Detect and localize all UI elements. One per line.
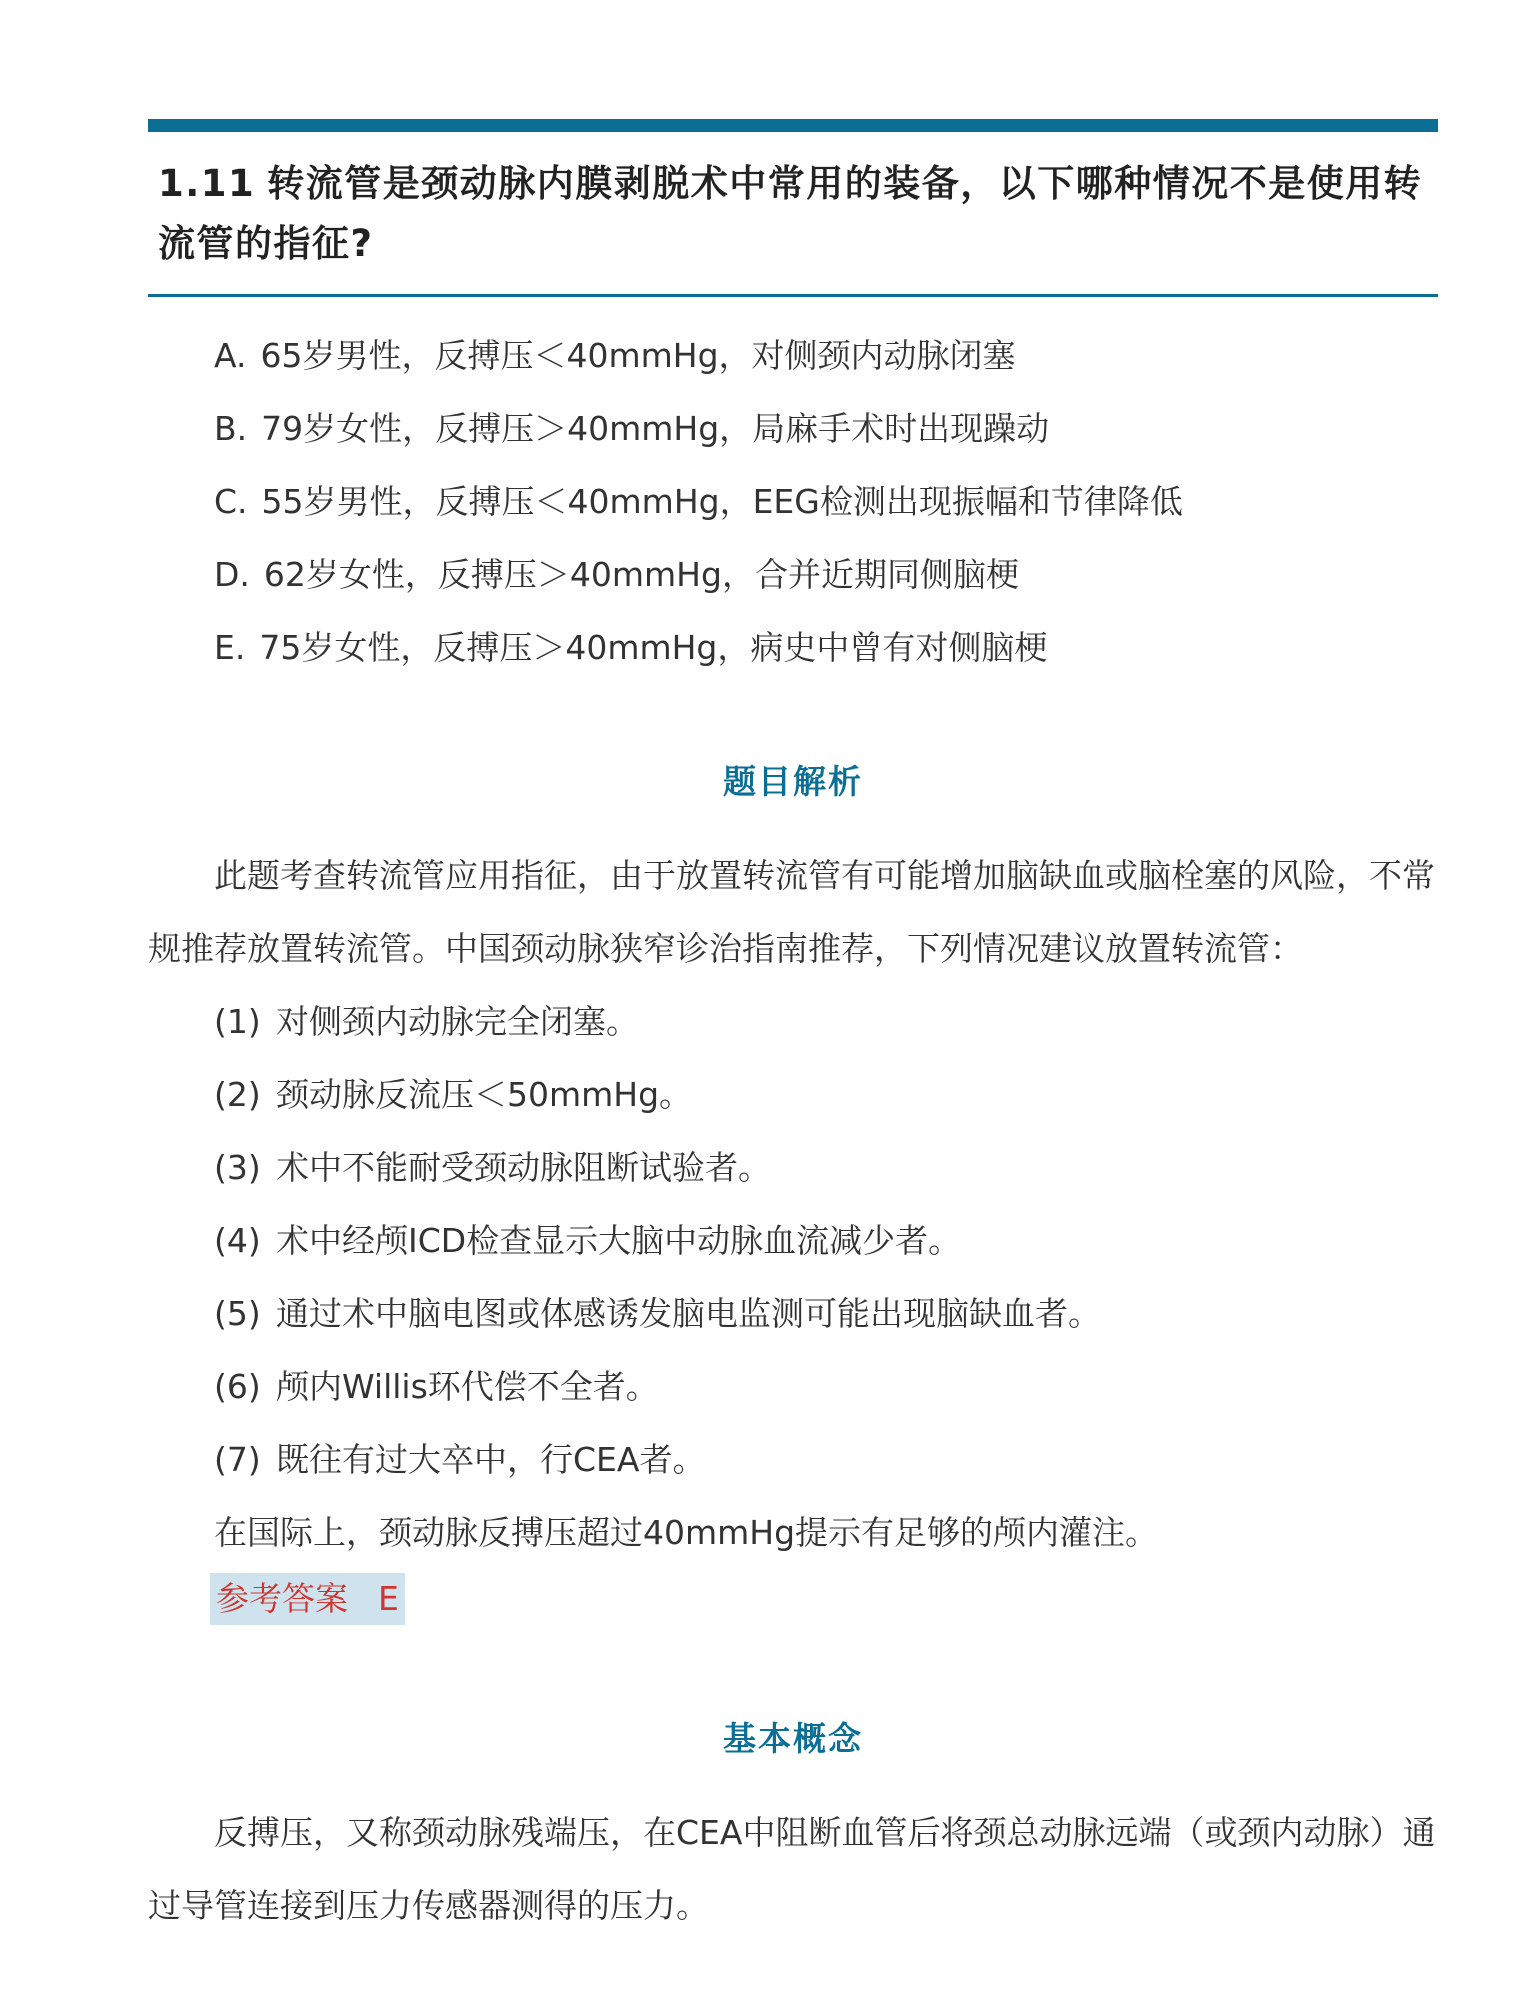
answer-value: E [378, 1579, 399, 1618]
list-item [214, 1058, 1438, 1131]
list-item [214, 1204, 1438, 1277]
answer-badge [210, 1573, 405, 1625]
option-b [214, 392, 1438, 465]
list-item [214, 985, 1438, 1058]
option-letter: A. [214, 336, 247, 375]
options-list [214, 319, 1438, 684]
item-text: 颈动脉反流压＜50mmHg。 [276, 1075, 693, 1114]
item-number: (1) [214, 1002, 261, 1041]
item-text: 对侧颈内动脉完全闭塞。 [276, 1002, 639, 1041]
item-text: 术中经颅ICD检查显示大脑中动脉血流减少者。 [276, 1221, 962, 1260]
item-text: 术中不能耐受颈动脉阻断试验者。 [276, 1148, 771, 1187]
option-text: 65岁男性，反搏压＜40mmHg，对侧颈内动脉闭塞 [260, 336, 1016, 375]
list-item [214, 1350, 1438, 1423]
option-letter: B. [214, 409, 248, 448]
page-content [148, 119, 1438, 1942]
item-text: 既往有过大卒中，行CEA者。 [276, 1440, 706, 1479]
item-text: 通过术中脑电图或体感诱发脑电监测可能出现脑缺血者。 [276, 1294, 1101, 1333]
concept-text: 反搏压，又称颈动脉残端压，在CEA中阻断血管后将颈总动脉远端（或颈内动脉）通过导管连接到压力传感器测得的压力。 [148, 1813, 1436, 1925]
top-divider [148, 119, 1438, 132]
item-number: (4) [214, 1221, 261, 1260]
option-letter: D. [214, 555, 250, 594]
item-number: (6) [214, 1367, 261, 1406]
indication-list [214, 985, 1438, 1496]
question-divider [148, 294, 1438, 297]
item-number: (5) [214, 1294, 261, 1333]
item-number: (2) [214, 1075, 261, 1114]
question-text: 转流管是颈动脉内膜剥脱术中常用的装备，以下哪种情况不是使用转流管的指征? [158, 162, 1423, 265]
concept-heading: 基本概念 [723, 1719, 863, 1758]
option-d [214, 538, 1438, 611]
option-c [214, 465, 1438, 538]
option-letter: E. [214, 628, 246, 667]
item-number: (3) [214, 1148, 261, 1187]
analysis-closing: 在国际上，颈动脉反搏压超过40mmHg提示有足够的颅内灌注。 [214, 1513, 1159, 1552]
analysis-heading: 题目解析 [723, 762, 863, 801]
question-title [158, 154, 1438, 274]
option-text: 75岁女性，反搏压＞40mmHg，病史中曾有对侧脑梗 [259, 628, 1048, 667]
option-a [214, 319, 1438, 392]
option-e [214, 611, 1438, 684]
list-item [214, 1423, 1438, 1496]
question-number: 1.11 [158, 162, 256, 205]
option-letter: C. [214, 482, 248, 521]
option-text: 55岁男性，反搏压＜40mmHg，EEG检测出现振幅和节律降低 [261, 482, 1183, 521]
analysis-intro: 此题考查转流管应用指征，由于放置转流管有可能增加脑缺血或脑栓塞的风险，不常规推荐放置转流管。中国颈动脉狭窄诊治指南推荐，下列情况建议放置转流管： [148, 856, 1435, 968]
option-text: 79岁女性，反搏压＞40mmHg，局麻手术时出现躁动 [261, 409, 1050, 448]
list-item [214, 1277, 1438, 1350]
list-item [214, 1131, 1438, 1204]
item-text: 颅内Willis环代偿不全者。 [276, 1367, 659, 1406]
answer-label: 参考答案 [216, 1579, 348, 1618]
answer-row [210, 1573, 1438, 1631]
option-text: 62岁女性，反搏压＞40mmHg，合并近期同侧脑梗 [263, 555, 1019, 594]
item-number: (7) [214, 1440, 261, 1479]
